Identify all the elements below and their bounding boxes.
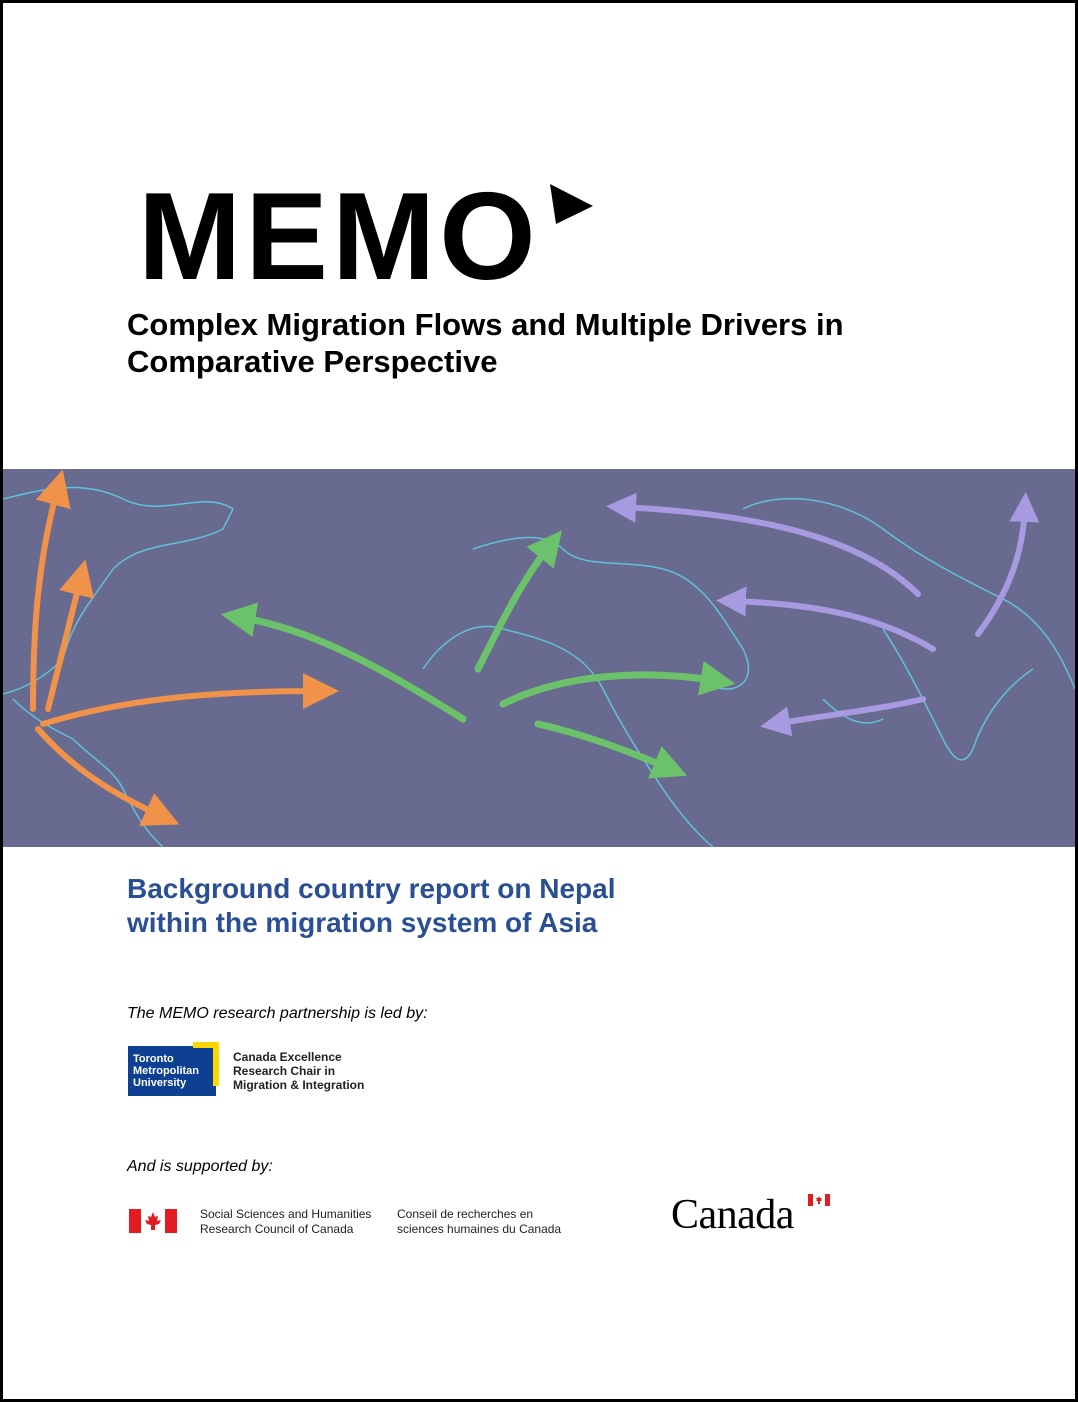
green-arrow-north <box>478 544 551 669</box>
report-title-line-2: within the migration system of Asia <box>127 907 598 938</box>
purple-arrow-northeast <box>978 507 1025 634</box>
world-map-illustration <box>3 469 1075 847</box>
tmu-logo-text <box>133 1053 199 1089</box>
sshrc-fr-line-2: sciences humaines du Canada <box>397 1222 562 1236</box>
cerc-line-3: Migration & Integration <box>233 1078 365 1092</box>
green-arrow-east <box>503 675 718 704</box>
sshrc-fr-line-1: Conseil de recherches en <box>397 1207 534 1221</box>
canada-wordmark <box>671 1190 831 1240</box>
tmu-line-3: University <box>133 1077 187 1089</box>
report-title <box>127 872 927 940</box>
subtitle-line-2: Comparative Perspective <box>127 344 498 379</box>
canada-wordmark-flag-icon <box>808 1194 830 1206</box>
tmu-line-2: Metropolitan <box>133 1065 199 1077</box>
subtitle <box>127 306 1007 380</box>
tmu-yellow-corner-icon <box>193 1042 219 1048</box>
sshrc-en-line-2: Research Council of Canada <box>200 1222 354 1236</box>
memo-logo <box>138 176 598 286</box>
green-arrow-west <box>238 617 463 719</box>
orange-arrow-northeast <box>48 577 81 709</box>
sshrc-french <box>397 1207 561 1237</box>
orange-arrow-south <box>38 729 163 817</box>
cerc-line-1: Canada Excellence <box>233 1050 342 1064</box>
purple-arrow-west-mid <box>731 601 933 649</box>
memo-logo-text: MEMO <box>138 176 540 286</box>
cerc-label <box>233 1050 364 1092</box>
cerc-line-2: Research Chair in <box>233 1064 336 1078</box>
purple-arrow-southwest <box>775 699 923 724</box>
report-title-line-1: Background country report on Nepal <box>127 873 616 904</box>
coastlines <box>3 487 1075 847</box>
green-arrow-southeast <box>538 724 671 769</box>
memo-arrow-icon <box>550 184 593 224</box>
tmu-logo <box>128 1046 216 1096</box>
supported-by-label: And is supported by: <box>127 1158 273 1175</box>
sshrc-english <box>200 1207 371 1237</box>
orange-flows <box>33 487 321 817</box>
purple-flows <box>621 507 1025 724</box>
purple-arrow-west-top <box>621 507 918 594</box>
migration-map-banner <box>3 469 1075 847</box>
green-flows <box>238 544 718 769</box>
subtitle-line-1: Complex Migration Flows and Multiple Drivers in <box>127 307 844 342</box>
tmu-yellow-bar-icon <box>213 1042 219 1086</box>
tmu-line-1: Toronto <box>133 1053 174 1065</box>
sshrc-en-line-1: Social Sciences and Humanities <box>200 1207 372 1221</box>
canada-flag-icon <box>129 1209 177 1233</box>
canada-wordmark-text: Canada <box>671 1192 794 1238</box>
orange-arrow-east <box>43 691 321 724</box>
led-by-label: The MEMO research partnership is led by: <box>127 1005 428 1022</box>
